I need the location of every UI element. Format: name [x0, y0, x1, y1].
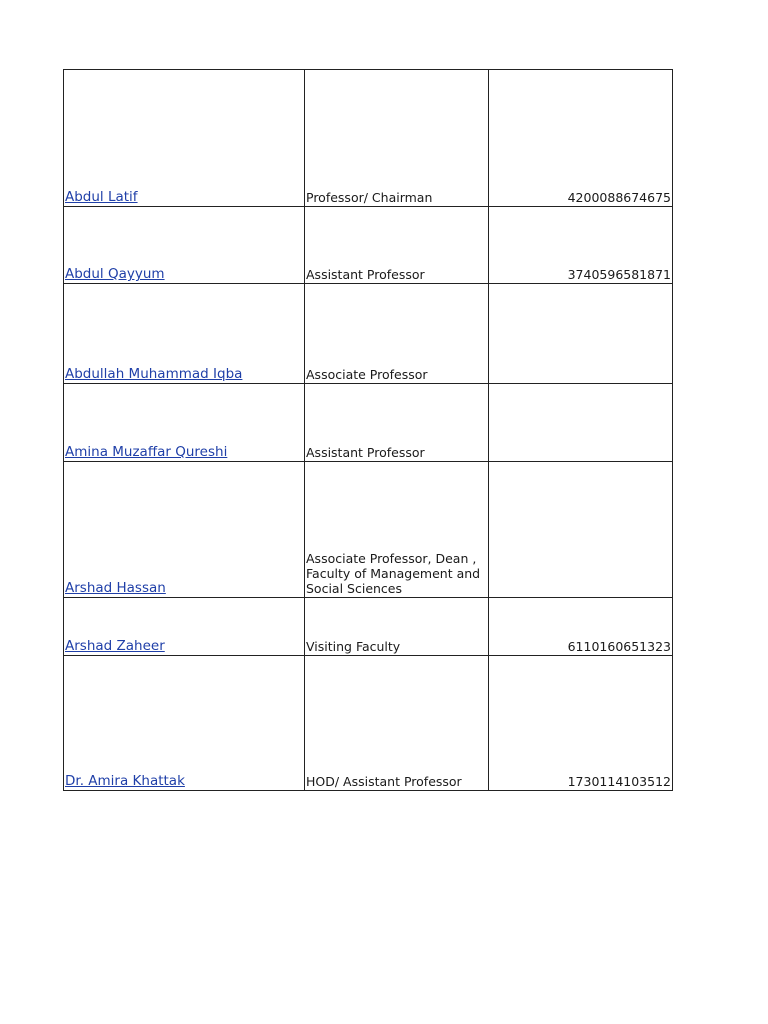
faculty-name-link[interactable]: Abdul Latif	[65, 189, 138, 205]
designation-cell	[305, 656, 489, 791]
table-row	[64, 656, 673, 791]
name-cell	[64, 656, 305, 791]
table-row	[64, 598, 673, 656]
designation-cell	[305, 207, 489, 284]
name-cell	[64, 284, 305, 384]
faculty-table	[63, 69, 673, 791]
name-cell	[64, 598, 305, 656]
designation-text: Assistant Professor	[306, 267, 425, 282]
table-row	[64, 284, 673, 384]
name-cell	[64, 462, 305, 598]
table-row	[64, 462, 673, 598]
cnic-cell	[489, 284, 673, 384]
designation-cell	[305, 284, 489, 384]
faculty-table-body	[64, 70, 673, 791]
name-cell	[64, 207, 305, 284]
cnic-text: 4200088674675	[567, 190, 671, 205]
designation-text: Associate Professor, Dean , Faculty of Management and Social Sciences	[306, 551, 481, 596]
cnic-cell	[489, 462, 673, 598]
faculty-name-link[interactable]: Abdul Qayyum	[65, 266, 165, 282]
faculty-name-link[interactable]: Abdullah Muhammad Iqba	[65, 366, 243, 382]
designation-cell	[305, 598, 489, 656]
cnic-cell	[489, 656, 673, 791]
cnic-cell	[489, 384, 673, 462]
designation-cell	[305, 70, 489, 207]
designation-text: Professor/ Chairman	[306, 190, 433, 205]
table-row	[64, 70, 673, 207]
cnic-text: 6110160651323	[567, 639, 671, 654]
name-cell	[64, 384, 305, 462]
cnic-cell	[489, 207, 673, 284]
designation-text: HOD/ Assistant Professor	[306, 774, 462, 789]
faculty-name-link[interactable]: Arshad Zaheer	[65, 638, 165, 654]
table-row	[64, 384, 673, 462]
faculty-name-link[interactable]: Amina Muzaffar Qureshi	[65, 444, 228, 460]
name-cell	[64, 70, 305, 207]
faculty-name-link[interactable]: Arshad Hassan	[65, 580, 166, 596]
cnic-cell	[489, 70, 673, 207]
cnic-cell	[489, 598, 673, 656]
designation-text: Visiting Faculty	[306, 639, 401, 654]
designation-cell	[305, 462, 489, 598]
cnic-text: 1730114103512	[567, 774, 671, 789]
designation-text: Associate Professor	[306, 367, 428, 382]
cnic-text: 3740596581871	[567, 267, 671, 282]
table-row	[64, 207, 673, 284]
faculty-name-link[interactable]: Dr. Amira Khattak	[65, 773, 185, 789]
designation-cell	[305, 384, 489, 462]
designation-text: Assistant Professor	[306, 445, 425, 460]
